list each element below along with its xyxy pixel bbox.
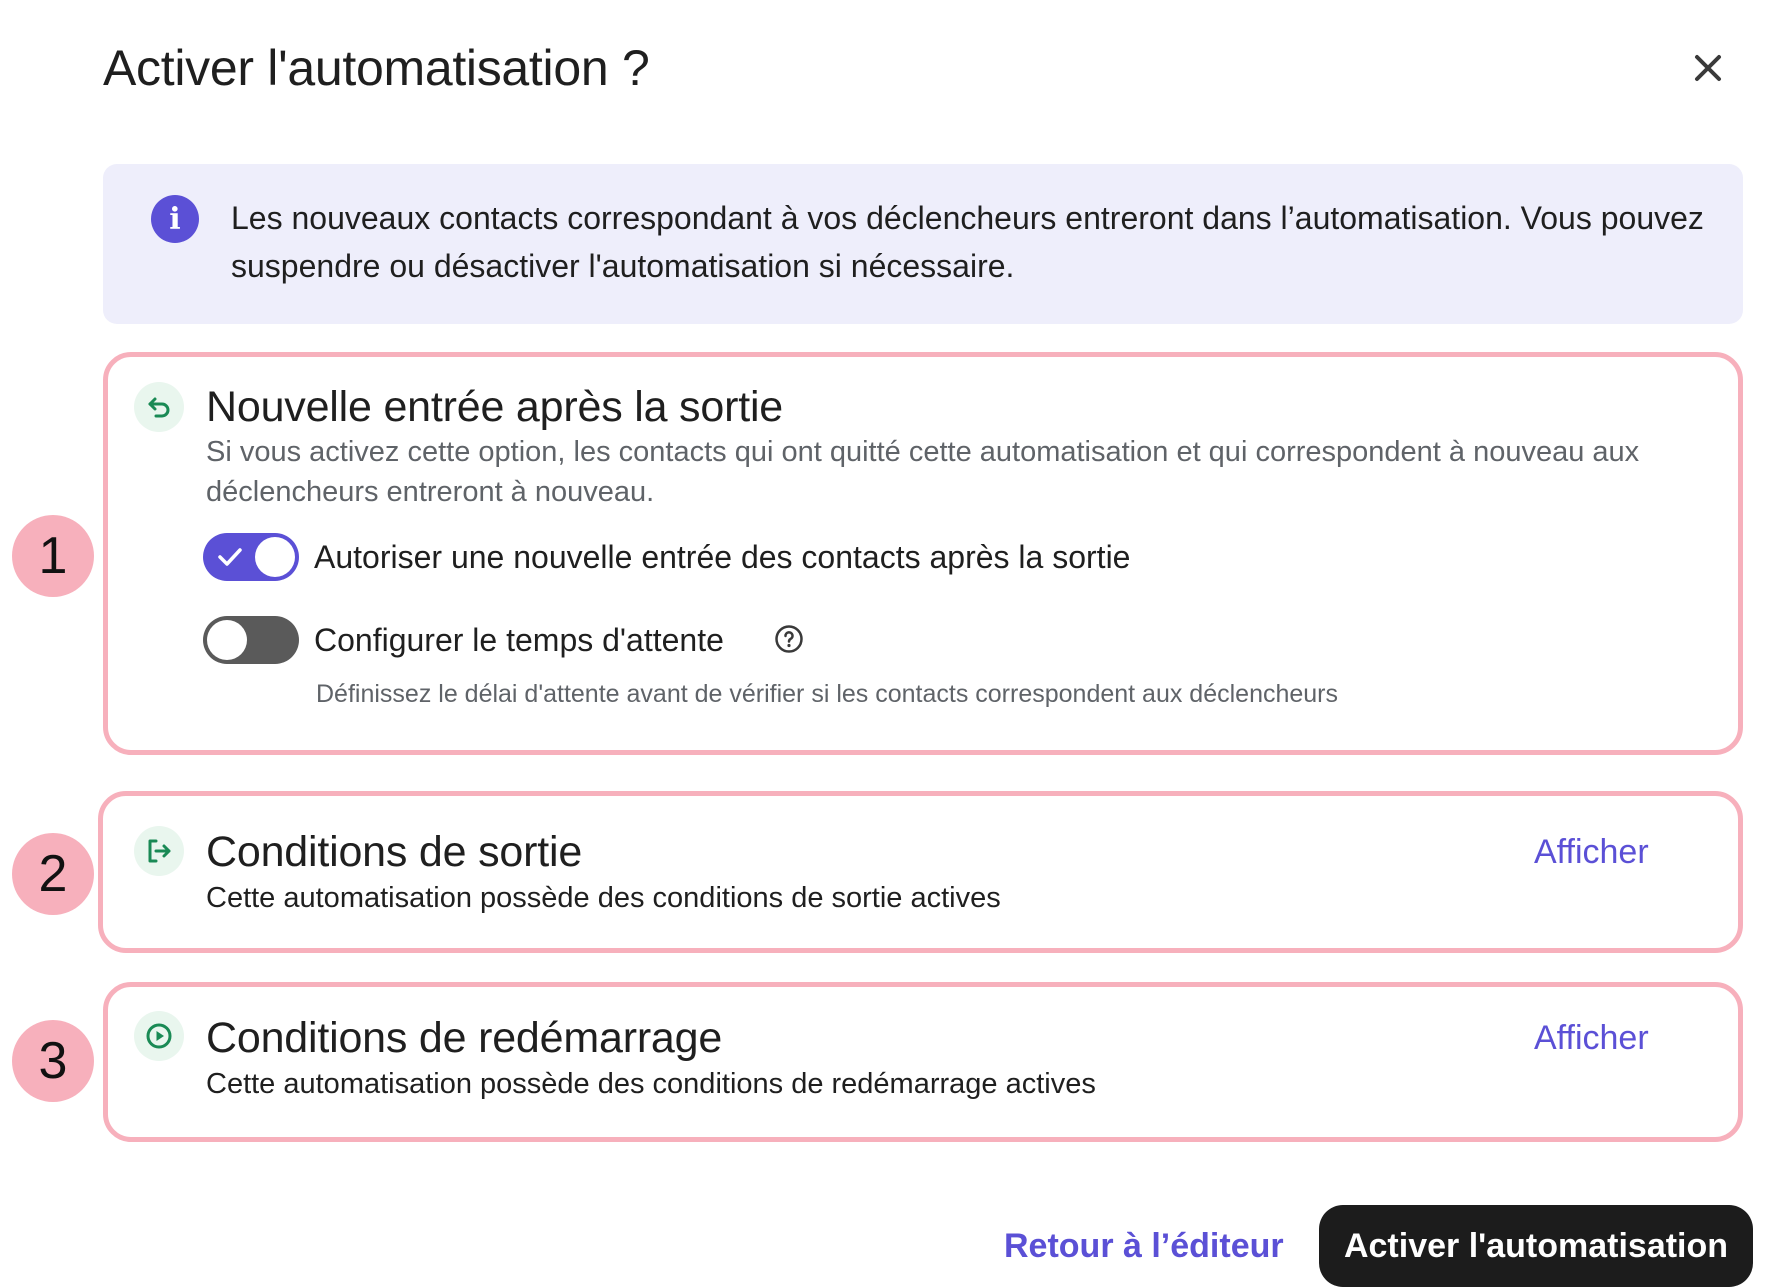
wait-time-toggle[interactable] <box>203 616 299 664</box>
activate-automation-button[interactable]: Activer l'automatisation <box>1319 1205 1753 1287</box>
exit-conditions-title: Conditions de sortie <box>206 828 583 876</box>
close-button[interactable] <box>1686 46 1730 90</box>
dialog-title: Activer l'automatisation ? <box>103 40 650 96</box>
toggle-knob <box>207 620 247 660</box>
allow-reentry-toggle[interactable] <box>203 533 299 581</box>
restart-conditions-description: Cette automatisation possède des conditions de redémarrage actives <box>206 1068 1096 1100</box>
reentry-title: Nouvelle entrée après la sortie <box>206 383 784 431</box>
check-icon <box>217 545 243 569</box>
info-banner-text: Les nouveaux contacts correspondant à vos déclencheurs entreront dans l’automatisation. Vous pouvez suspendre ou désactiver l'automatisation si nécessaire. <box>231 200 1704 284</box>
toggle-knob <box>255 537 295 577</box>
exit-conditions-description: Cette automatisation possède des conditions de sortie actives <box>206 882 1001 914</box>
wait-time-label: Configurer le temps d'attente <box>314 622 724 658</box>
wait-time-hint: Définissez le délai d'attente avant de vérifier si les contacts correspondent aux déclencheurs <box>316 680 1339 708</box>
info-icon: i <box>151 195 199 243</box>
info-banner <box>103 164 1743 324</box>
undo-arrow-icon <box>144 392 174 422</box>
play-circle-icon <box>144 1021 174 1051</box>
help-circle-icon[interactable] <box>774 624 804 654</box>
allow-reentry-label: Autoriser une nouvelle entrée des contacts après la sortie <box>314 539 1131 575</box>
exit-icon <box>144 836 174 866</box>
restart-conditions-show-link[interactable]: Afficher <box>1534 1019 1649 1057</box>
back-to-editor-link[interactable]: Retour à l’éditeur <box>1004 1227 1284 1265</box>
annotation-badge-3: 3 <box>12 1020 94 1102</box>
restart-section-icon <box>134 1011 184 1061</box>
annotation-badge-2: 2 <box>12 833 94 915</box>
restart-conditions-title: Conditions de redémarrage <box>206 1014 723 1062</box>
exit-section-icon <box>134 826 184 876</box>
close-icon <box>1686 46 1730 90</box>
reentry-section-icon <box>134 382 184 432</box>
exit-conditions-show-link[interactable]: Afficher <box>1534 833 1649 871</box>
annotation-badge-1: 1 <box>12 515 94 597</box>
reentry-description: Si vous activez cette option, les contacts qui ont quitté cette automatisation et qui correspondent à nouveau aux déclencheurs entreront à nouveau. <box>206 436 1640 508</box>
